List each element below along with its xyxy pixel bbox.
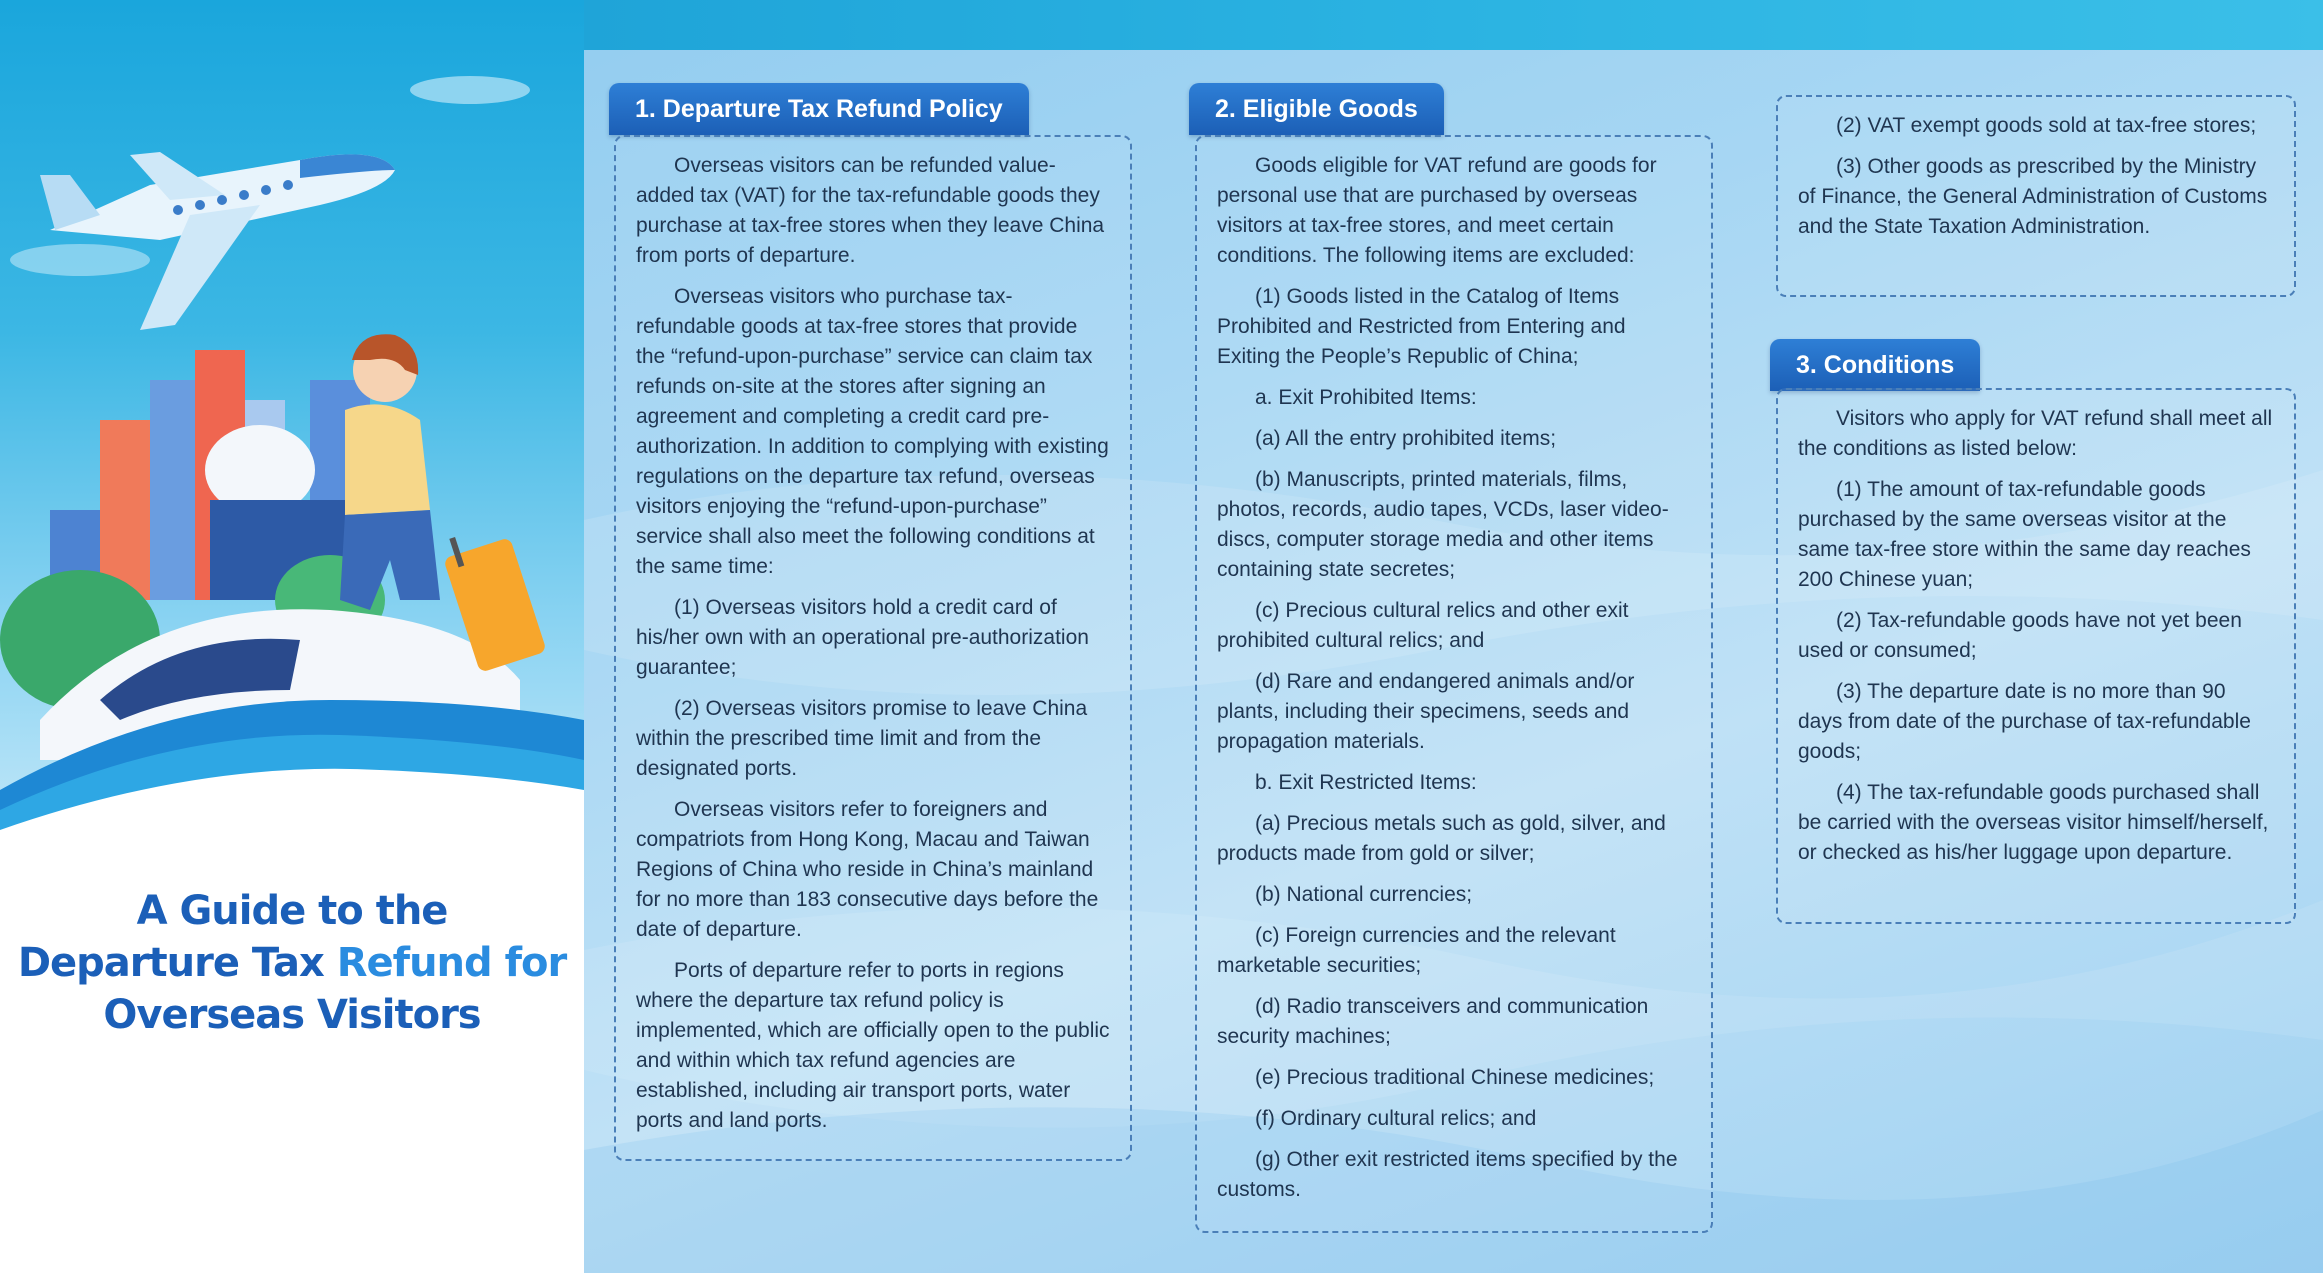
- cover-title-line-2a: Departure Tax: [17, 940, 337, 986]
- section-heading: 1. Departure Tax Refund Policy: [609, 83, 1029, 135]
- paragraph: (a) Precious metals such as gold, silver, and products made from gold or silver;: [1217, 812, 1666, 865]
- cover-title-line-1: A Guide to the: [136, 888, 448, 934]
- paragraph: (1) Goods listed in the Catalog of Items Prohibited and Restricted from Entering and Exiting the People’s Republic of China;: [1217, 285, 1626, 368]
- section-body: [1776, 95, 2296, 297]
- paragraph: a. Exit Prohibited Items:: [1255, 386, 1477, 409]
- paragraph: Overseas visitors can be refunded value-added tax (VAT) for the tax-refundable goods they purchase at tax-free stores when they leave China from ports of departure.: [636, 154, 1105, 267]
- paragraph: Visitors who apply for VAT refund shall meet all the conditions as listed below:: [1798, 407, 2273, 460]
- paragraph: (1) The amount of tax-refundable goods purchased by the same overseas visitor at the same tax-free store within the same day reaches 200 Chinese yuan;: [1798, 478, 2251, 591]
- paragraph: (g) Other exit restricted items specified by the customs.: [1217, 1148, 1678, 1201]
- section-body: [1195, 135, 1713, 1233]
- cover-title-line-2b: Refund for: [336, 940, 567, 986]
- paragraph: (f) Ordinary cultural relics; and: [1255, 1107, 1537, 1130]
- paragraph: (b) National currencies;: [1255, 883, 1473, 906]
- paragraph: (4) The tax-refundable goods purchased shall be carried with the overseas visitor himself/herself, or checked as his/her luggage upon departure.: [1798, 781, 2269, 864]
- paragraph: (b) Manuscripts, printed materials, films, photos, records, audio tapes, VCDs, laser video-discs, computer storage media and other items containing state secretes;: [1217, 468, 1669, 581]
- airplane-icon: [40, 152, 395, 330]
- paragraph: (a) All the entry prohibited items;: [1255, 427, 1557, 450]
- paragraph: (3) Other goods as prescribed by the Ministry of Finance, the General Administration of Customs and the State Taxation Administration.: [1798, 155, 2268, 238]
- paragraph: Ports of departure refer to ports in regions where the departure tax refund policy is implemented, which are officially open to the public and within which tax refund agencies are established, including air transport ports, water ports and land ports.: [636, 959, 1110, 1132]
- paragraph: (d) Rare and endangered animals and/or plants, including their specimens, seeds and propagation materials.: [1217, 670, 1635, 753]
- paragraph: (c) Foreign currencies and the relevant marketable securities;: [1217, 924, 1616, 977]
- paragraph: Overseas visitors who purchase tax-refundable goods at tax-free stores that provide the “refund-upon-purchase” service can claim tax refunds on-site at the stores after signing an agreement and completing a credit card pre-authorization. In addition to complying with existing regulations on the departure tax refund, overseas visitors enjoying the “refund-upon-purchase” service shall also meet the following conditions at the same time:: [636, 285, 1109, 578]
- paragraph: Goods eligible for VAT refund are goods for personal use that are purchased by overseas visitors at tax-free stores, and meet certain conditions. The following items are excluded:: [1217, 154, 1657, 267]
- travel-illustration: [0, 0, 584, 830]
- paragraph: (2) Tax-refundable goods have not yet been used or consumed;: [1798, 609, 2242, 662]
- cover-title-line-3: Overseas Visitors: [103, 992, 481, 1038]
- section-body: [1776, 388, 2296, 924]
- paragraph: (c) Precious cultural relics and other exit prohibited cultural relics; and: [1217, 599, 1629, 652]
- cover-title: [0, 885, 584, 1041]
- paragraph: (e) Precious traditional Chinese medicines;: [1255, 1066, 1655, 1089]
- paragraph: (2) VAT exempt goods sold at tax-free stores;: [1836, 114, 2257, 137]
- section-heading: 2. Eligible Goods: [1189, 83, 1444, 135]
- content-panel: [584, 0, 2323, 1273]
- paragraph: (2) Overseas visitors promise to leave China within the prescribed time limit and from the designated ports.: [636, 697, 1088, 780]
- paragraph: Overseas visitors refer to foreigners and compatriots from Hong Kong, Macau and Taiwan Regions of China who reside in China’s mainland for no more than 183 consecutive days before the date of departure.: [636, 798, 1099, 941]
- paragraph: (3) The departure date is no more than 90 days from date of the purchase of tax-refundable goods;: [1798, 680, 2251, 763]
- section-heading: 3. Conditions: [1770, 339, 1980, 391]
- paragraph: (1) Overseas visitors hold a credit card of his/her own with an operational pre-authorization guarantee;: [636, 596, 1089, 679]
- paragraph: b. Exit Restricted Items:: [1255, 771, 1477, 794]
- paragraph: (d) Radio transceivers and communication security machines;: [1217, 995, 1649, 1048]
- section-body: [614, 135, 1132, 1161]
- cover-panel: [0, 0, 584, 1273]
